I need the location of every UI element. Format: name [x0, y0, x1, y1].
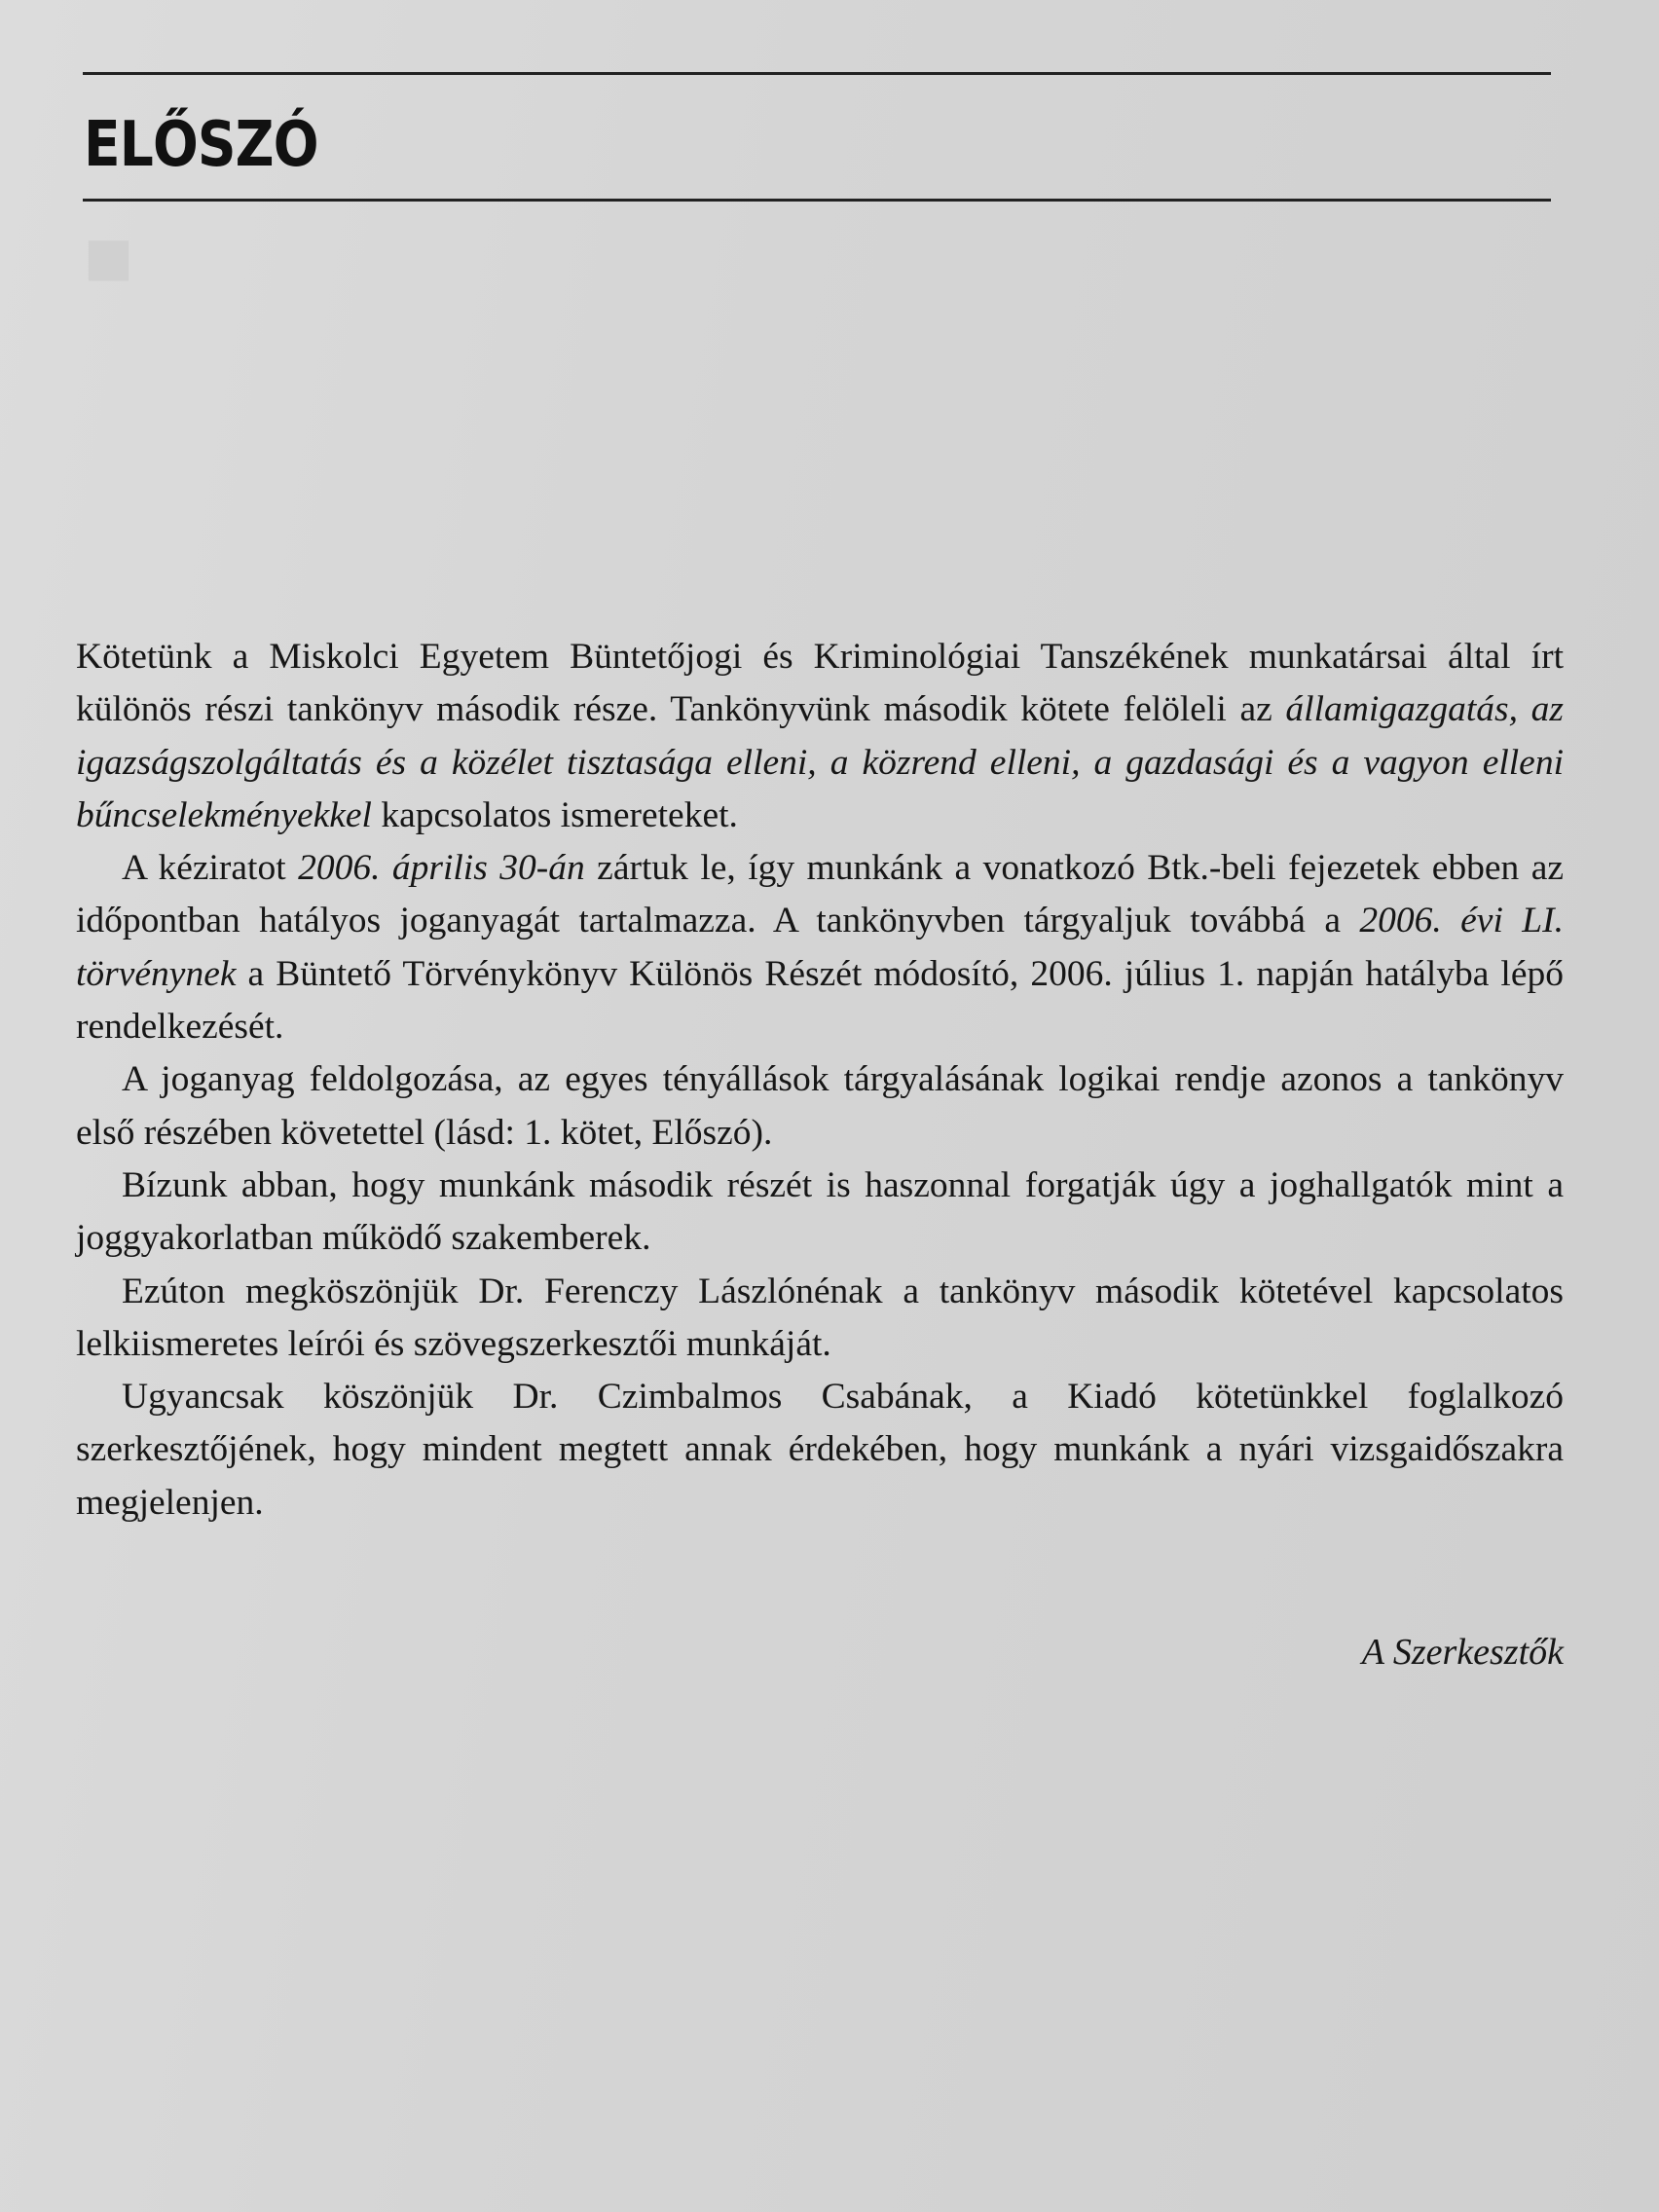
- paragraph-segment: Bízunk abban, hogy munkánk második részét is haszonnal forgatják úgy a joghallgatók mint a joggyakorlatban működő szakemberek.: [76, 1164, 1564, 1259]
- paragraph-segment: Kötetünk a Miskolci Egyetem Büntetőjogi és Kriminológiai Tanszékének munkatársai által írt különös részi tankönyv második része. Tankönyvünk második kötete felöleli az: [76, 637, 1564, 730]
- paragraph: [76, 1266, 1564, 1372]
- paragraph-segment: A joganyag feldolgozása, az egyes tényállások tárgyalásának logikai rendje azonos a tankönyv első részében követettel (lásd: 1. kötet, Előszó).: [76, 1059, 1564, 1153]
- paragraph: [76, 1160, 1564, 1266]
- paragraph-segment: zártuk le, így munkánk a vonatkozó Btk.-beli fejezetek ebben az időpontban hatályos joganyagát tartalmazza. A tankönyvben tárgyaljuk továbbá a: [76, 848, 1564, 941]
- paragraph-segment: a Büntető Törvénykönyv Különös Részét módosító, 2006. július 1. napján hatályba lépő rendelkezését.: [76, 953, 1564, 1048]
- preface-body: [76, 631, 1564, 1530]
- page-title: ELŐSZÓ: [84, 109, 318, 181]
- paragraph-segment-italic: 2006. évi LI. törvénynek: [76, 901, 1564, 994]
- paragraph-segment: A kéziratot: [122, 848, 299, 889]
- paragraph: [76, 1053, 1564, 1160]
- paragraph-segment: Ugyancsak köszönjük Dr. Czimbalmos Csabának, a Kiadó kötetünkkel foglalkozó szerkesztőjének, hogy mindent megtett annak érdekében, hogy munkánk a nyári vizsgaidőszakra megjelenjen.: [76, 1377, 1564, 1523]
- signature: A Szerkesztők: [1361, 1632, 1564, 1673]
- paragraph-segment: Ezúton megköszönjük Dr. Ferenczy Lászlónénak a tankönyv második kötetével kapcsolatos lelkiismeretes leírói és szövegszerkesztői munkáját.: [76, 1271, 1564, 1364]
- paragraph-segment-italic: 2006. április 30-án: [298, 848, 585, 889]
- show-through-heading: ■: [84, 226, 134, 287]
- paragraph: [76, 1371, 1564, 1530]
- top-rule: [83, 72, 1551, 75]
- title-rule: [83, 199, 1551, 202]
- paragraph: [76, 842, 1564, 1053]
- paragraph-segment: kapcsolatos ismereteket.: [371, 794, 738, 835]
- paragraph: [76, 631, 1564, 842]
- paragraph-segment-italic: államigazgatás, az igazságszolgáltatás és a közélet tisztasága elleni, a közrend elleni, a gazdasági és a vagyon elleni bűncselekményekkel: [76, 689, 1564, 835]
